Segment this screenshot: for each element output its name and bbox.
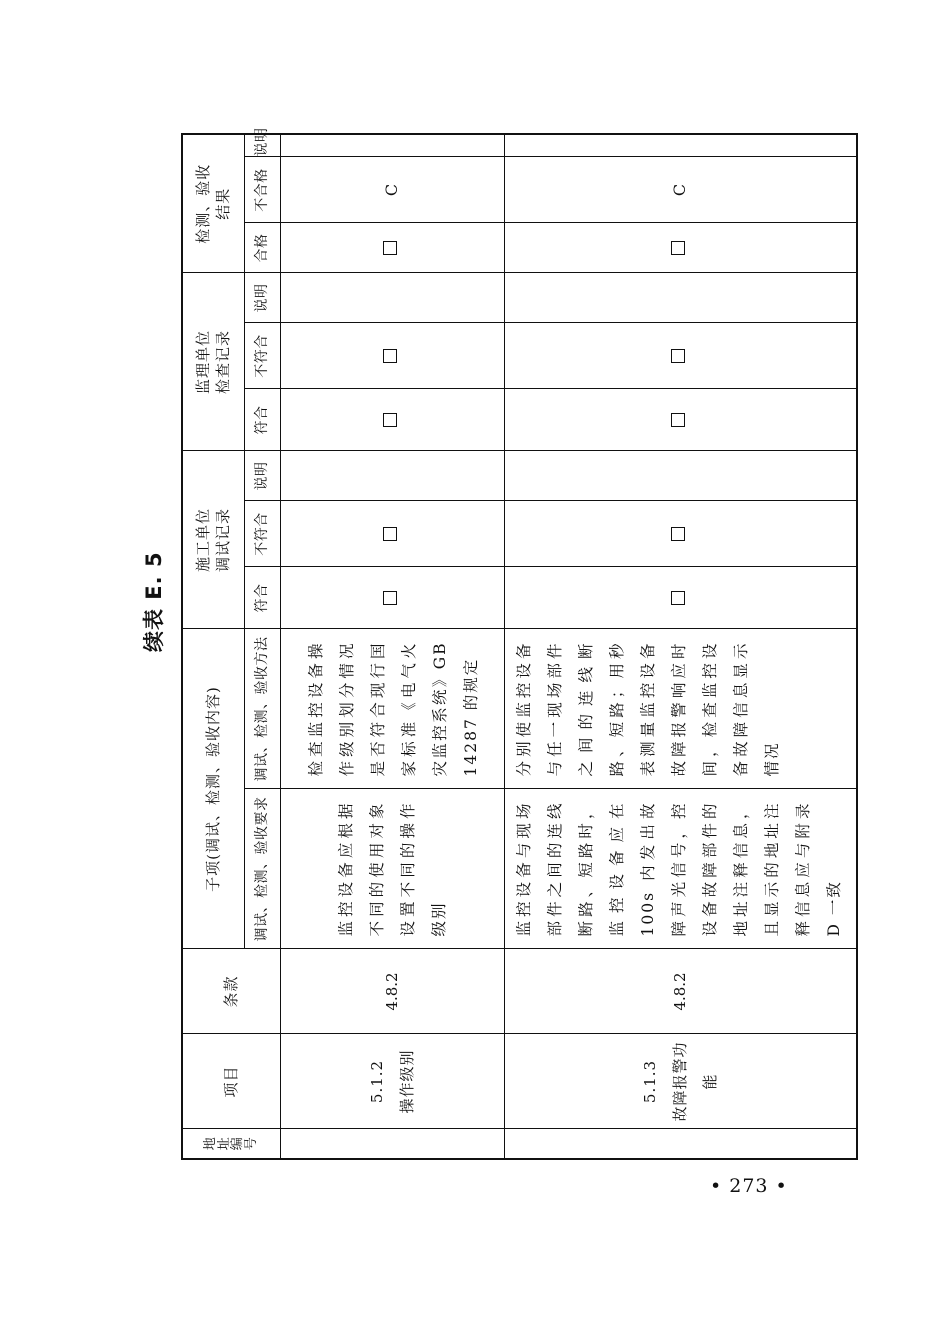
supervision-note-header: 说明 [244,273,280,323]
table-row [280,134,504,1159]
table-row [504,134,857,1159]
checkbox-icon[interactable] [671,413,685,427]
construction-nonconform-cell [504,501,857,567]
supervision-note-cell [504,273,857,323]
construction-conform-cell [504,567,857,629]
clause-header: 条款 [182,949,280,1034]
requirement-cell: 监控设备与现场部件之间的连线断路、短路时，监控设备应在 100s 内发出故障声光信号，控设备故障部件的地址注释信息，且显示的地址注释信息应与附录 D 一致 [504,789,857,949]
project-cell: 5.1.2 操作级别 [280,1034,504,1129]
checkbox-icon[interactable] [671,591,685,605]
checkbox-icon[interactable] [383,241,397,255]
construction-conform-header: 符合 [244,567,280,629]
supervision-nonconform-header: 不符合 [244,323,280,389]
requirements-header: 调试、检测、验收要求 [244,789,280,949]
method-cell: 分别使监控设备与任一现场部件之间的连线断路、短路；用秒表测量监控设备故障报警响应时间，检查监控设备故障信息显示情况 [504,629,857,789]
checkbox-icon[interactable] [671,527,685,541]
supervision-conform-cell [504,389,857,451]
requirement-cell: 监控设备应根据不同的使用对象设置不同的操作级别 [280,789,504,949]
result-pass-cell [280,223,504,273]
result-fail-cell: C [504,157,857,223]
checkbox-icon[interactable] [383,349,397,363]
checkbox-icon[interactable] [383,591,397,605]
construction-conform-cell [280,567,504,629]
address-no-cell [504,1129,857,1159]
inspection-result-header: 检测、验收 结果 [182,134,244,273]
clause-cell: 4.8.2 [504,949,857,1034]
checkbox-icon[interactable] [671,349,685,363]
project-cell: 5.1.3 故障报警功能 [504,1034,857,1129]
supervision-conform-header: 符合 [244,389,280,451]
methods-header: 调试、检测、验收方法 [244,629,280,789]
page-number: • 273 • [710,1175,788,1197]
checkbox-icon[interactable] [383,413,397,427]
inspection-table-rotated [181,127,843,1160]
supervision-unit-header: 监理单位 检查记录 [182,273,244,451]
subitem-header: 子项(调试、检测、验收内容) [182,629,244,949]
clause-cell: 4.8.2 [280,949,504,1034]
inspection-table [181,127,858,1160]
construction-note-cell [504,451,857,501]
result-note-header: 说明 [244,134,280,157]
result-pass-cell [504,223,857,273]
address-no-cell [280,1129,504,1159]
construction-note-header: 说明 [244,451,280,501]
table-title: 续表 E. 5 [142,551,166,652]
result-pass-header: 合格 [244,223,280,273]
construction-unit-header: 施工单位 调试记录 [182,451,244,629]
result-fail-header: 不合格 [244,157,280,223]
supervision-nonconform-cell [504,323,857,389]
supervision-nonconform-cell [280,323,504,389]
checkbox-icon[interactable] [383,527,397,541]
project-header: 项目 [182,1034,280,1129]
construction-nonconform-header: 不符合 [244,501,280,567]
result-note-cell [504,134,857,157]
construction-nonconform-cell [280,501,504,567]
result-note-cell [280,134,504,157]
supervision-note-cell [280,273,504,323]
supervision-conform-cell [280,389,504,451]
checkbox-icon[interactable] [671,241,685,255]
method-cell: 检查监控设备操作级别划分情况是否符合现行国家标准《电气火灾监控系统》GB 14287 的规定 [280,629,504,789]
address-no-header: 地 址 编 号 [182,1129,280,1159]
construction-note-cell [280,451,504,501]
result-fail-cell: C [280,157,504,223]
